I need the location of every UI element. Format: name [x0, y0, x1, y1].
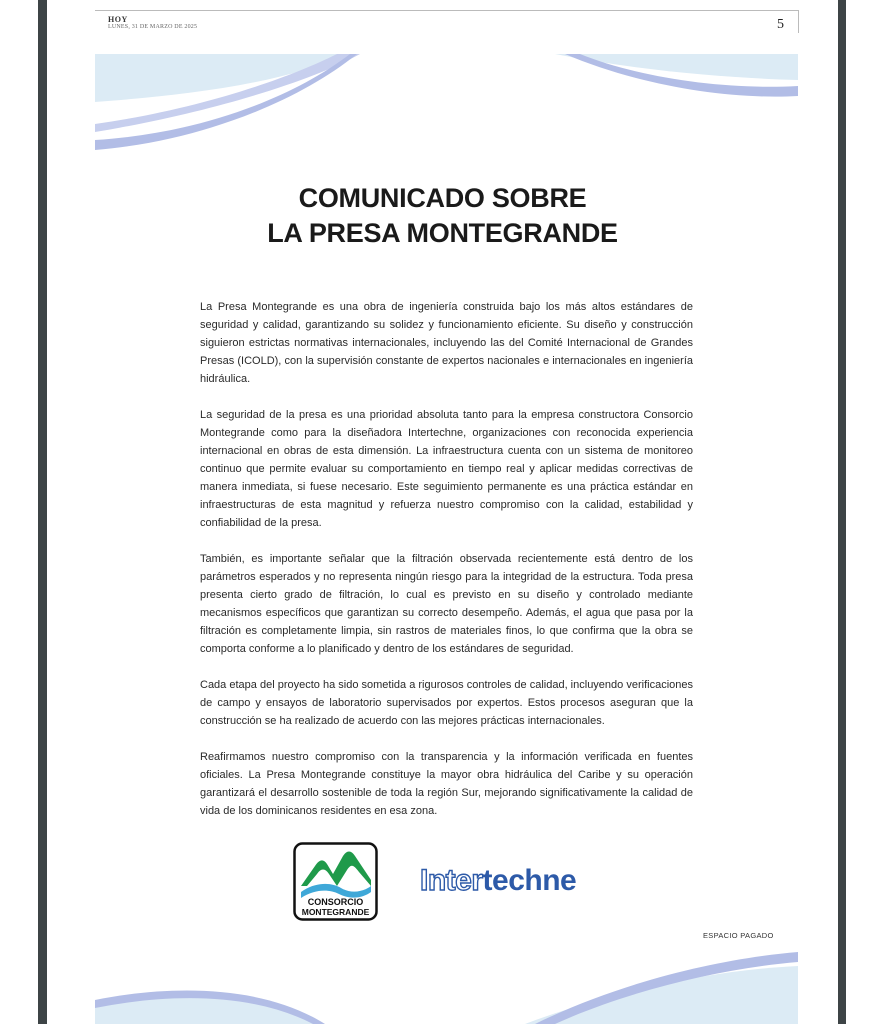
newspaper-date: LUNES, 31 DE MARZO DE 2025 [108, 24, 198, 30]
top-wave-decoration [95, 54, 798, 150]
intertechne-logo-part-2: techne [482, 864, 577, 897]
paragraph-4: Cada etapa del proyecto ha sido sometida a rigurosos controles de calidad, incluyendo verificaciones de campo y ensayos de laboratorio supervisados por expertos. Estos procesos aseguran que la construcción se ha realizado de acuerdo con las mejores prácticas internacionales. [200, 679, 693, 727]
title-line-2: LA PRESA MONTEGRANDE [267, 218, 618, 248]
intertechne-logo-part-1: Inter [420, 864, 483, 897]
page-header-rule [95, 10, 799, 33]
newspaper-name: HOY [108, 15, 128, 24]
title-line-1: COMUNICADO SOBRE [298, 183, 587, 213]
paragraph-2: La seguridad de la presa es una prioridad absoluta tanto para la empresa constructora Consorcio Montegrande como para la diseñadora Intertechne, organizaciones con reconocida experiencia internacional en obras de esta dimensión. La infraestructura cuenta con un sistema de monitoreo continuo que permite evaluar su comportamiento en tiempo real y aplicar medidas correctivas de manera inmediata, si fuese necesario. Este seguimiento permanente es una práctica estándar en infraestructuras de esta magnitud y refuerza nuestro compromiso con la calidad, estabilidad y confiabilidad de la presa. [200, 409, 693, 529]
intertechne-logo [420, 864, 576, 898]
consorcio-label-1: CONSORCIO [307, 897, 364, 907]
paragraph-5: Reafirmamos nuestro compromiso con la transparencia y la información verificada en fuentes oficiales. La Presa Montegrande constituye la mayor obra hidráulica del Caribe y su operación garantizará el desarrollo sostenible de toda la región Sur, mejorando significativamente la calidad de vida de los dominicanos residentes en esa zona. [200, 751, 693, 817]
consorcio-label-2: MONTEGRANDE [301, 907, 370, 917]
paragraph-1: La Presa Montegrande es una obra de ingeniería construida bajo los más altos estándares de seguridad y calidad, garantizando su solidez y funcionamiento eficiente. Su diseño y construcción siguieron estrictas normativas internacionales, incluyendo las del Comité Internacional de Grandes Presas (ICOLD), con la supervisión constante de expertos nacionales e internacionales en ingeniería hidráulica. [200, 301, 693, 385]
notice-title [47, 181, 838, 251]
page-number: 5 [777, 17, 784, 32]
consorcio-montegrande-logo [293, 842, 378, 921]
newspaper-page [47, 0, 838, 1024]
page-right-edge [838, 0, 846, 1024]
page-left-edge [38, 0, 47, 1024]
paragraph-3: También, es importante señalar que la filtración observada recientemente está dentro de los parámetros esperados y no representa ningún riesgo para la integridad de la estructura. Toda presa presenta cierto grado de filtración, lo cual es previsto en su diseño y controlado mediante mecanismos específicos que garantizan su correcto desempeño. Además, el agua que pasa por la filtración es completamente limpia, sin rastros de materiales finos, lo que confirma que la obra se comporta conforme a lo planificado y dentro de los estándares de seguridad. [200, 553, 693, 655]
notice-body [200, 298, 693, 838]
viewer-right-margin [838, 0, 883, 1024]
viewer-left-margin [0, 0, 46, 1024]
bottom-wave-decoration [95, 950, 798, 1024]
paid-space-label: ESPACIO PAGADO [703, 931, 774, 940]
